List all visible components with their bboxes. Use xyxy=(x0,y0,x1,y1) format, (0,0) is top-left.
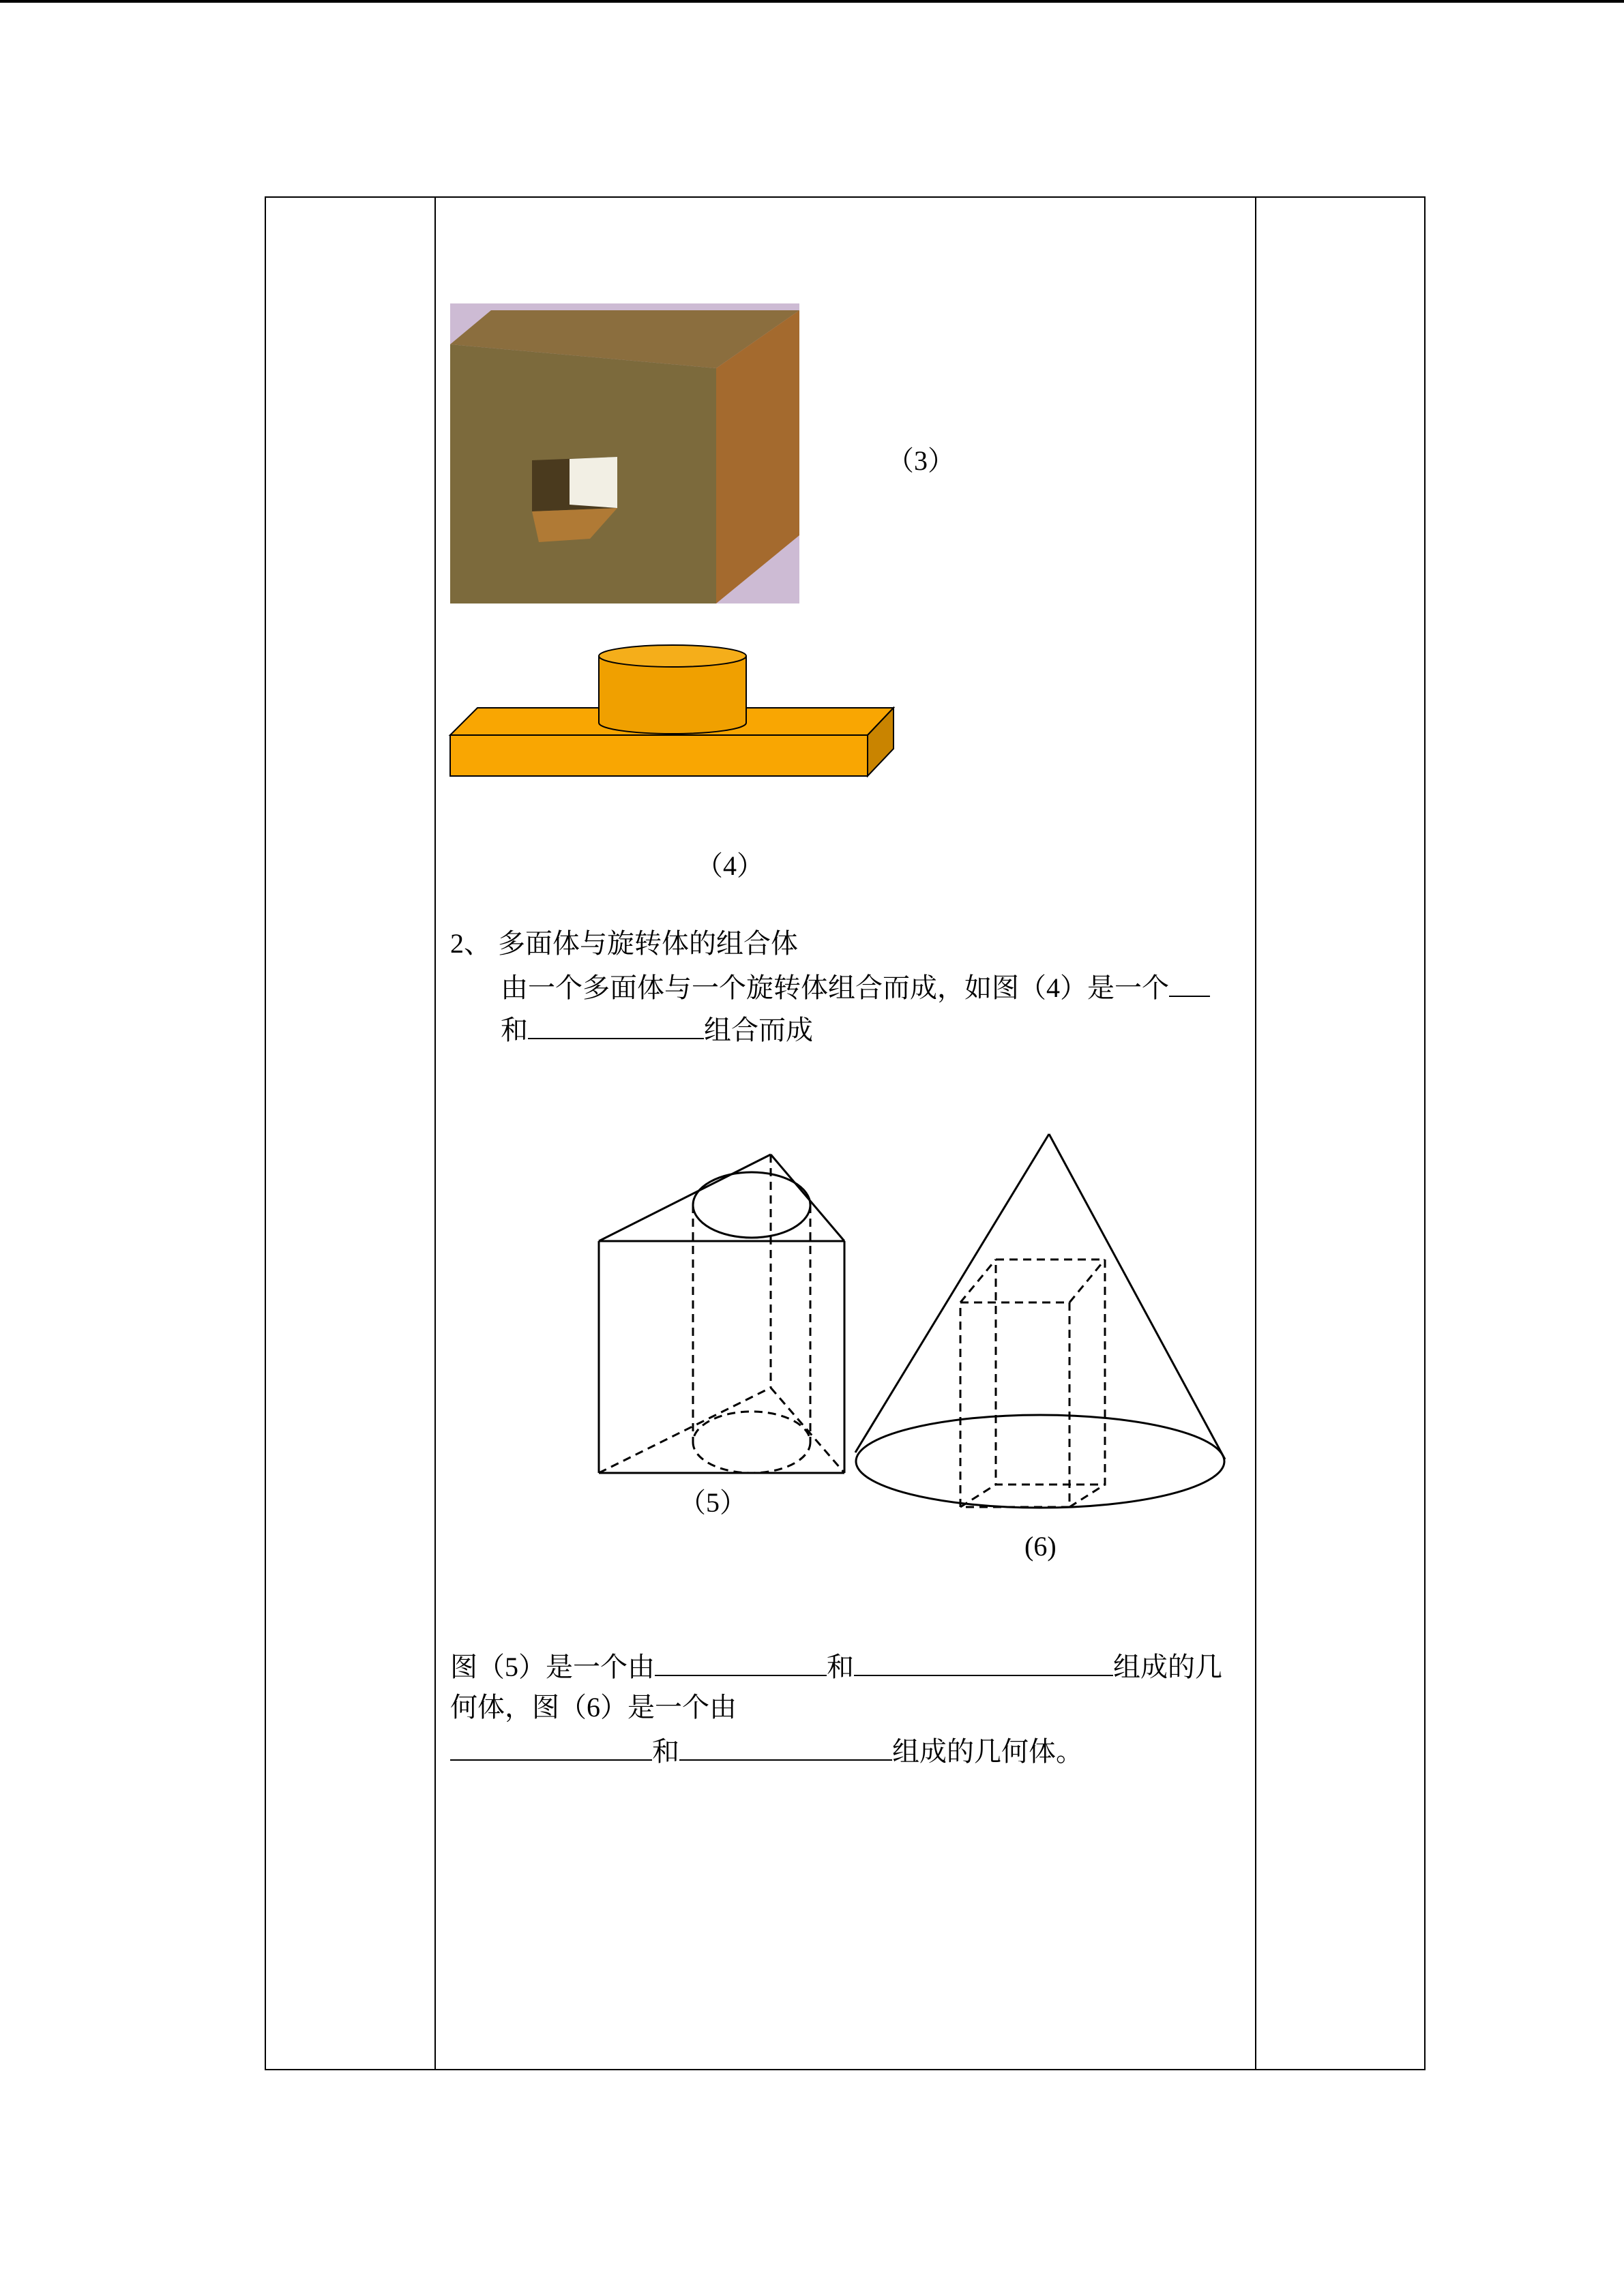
question-line-1-prefix: 图（5）是一个由 xyxy=(450,1652,655,1682)
figure-4-cylinder-on-box-diagram xyxy=(450,641,894,818)
section-2-heading: 2、 多面体与旋转体的组合体 xyxy=(450,928,798,959)
fill-blank-4[interactable] xyxy=(854,1649,1113,1676)
question-line-3 xyxy=(450,1733,1083,1768)
figure-3-cube-with-hole-image xyxy=(450,303,799,603)
question-line-1-middle: 和 xyxy=(827,1652,854,1682)
question-line-3-middle: 和 xyxy=(652,1736,679,1767)
question-line-1 xyxy=(450,1649,1222,1684)
figure-6-caption: (6) xyxy=(1024,1531,1057,1562)
section-2-line-2 xyxy=(501,1012,813,1047)
table-column-divider-left xyxy=(434,196,436,2070)
table-column-divider-right xyxy=(1255,196,1256,2070)
fill-blank-3[interactable] xyxy=(655,1649,827,1676)
figure-5-caption: （5） xyxy=(679,1487,747,1518)
question-line-2: 何体，图（6）是一个由 xyxy=(450,1692,737,1723)
page-top-rule xyxy=(0,0,1624,3)
layout-table xyxy=(265,196,1426,2070)
fill-blank-2[interactable] xyxy=(528,1012,704,1039)
figure-6-cone-with-prism-diagram xyxy=(853,1129,1228,1517)
section-2-line-2-prefix: 和 xyxy=(501,1015,528,1045)
fill-blank-5[interactable] xyxy=(450,1733,652,1761)
figure-4-caption: （4） xyxy=(696,850,764,881)
figure-3-caption: （3） xyxy=(887,445,955,476)
figure-5-prism-with-cylinder-diagram xyxy=(593,1149,846,1476)
fill-blank-1[interactable] xyxy=(1169,970,1210,997)
fill-blank-6[interactable] xyxy=(679,1733,892,1761)
section-2-line-1-text: 由一个多面体与一个旋转体组合而成，如图（4）是一个 xyxy=(501,972,1169,1003)
section-2-line-1 xyxy=(501,970,1210,1004)
section-2-line-2-suffix: 组合而成 xyxy=(704,1015,813,1045)
question-line-1-suffix: 组成的几 xyxy=(1113,1652,1222,1682)
question-line-3-suffix: 组成的几何体。 xyxy=(892,1736,1083,1767)
